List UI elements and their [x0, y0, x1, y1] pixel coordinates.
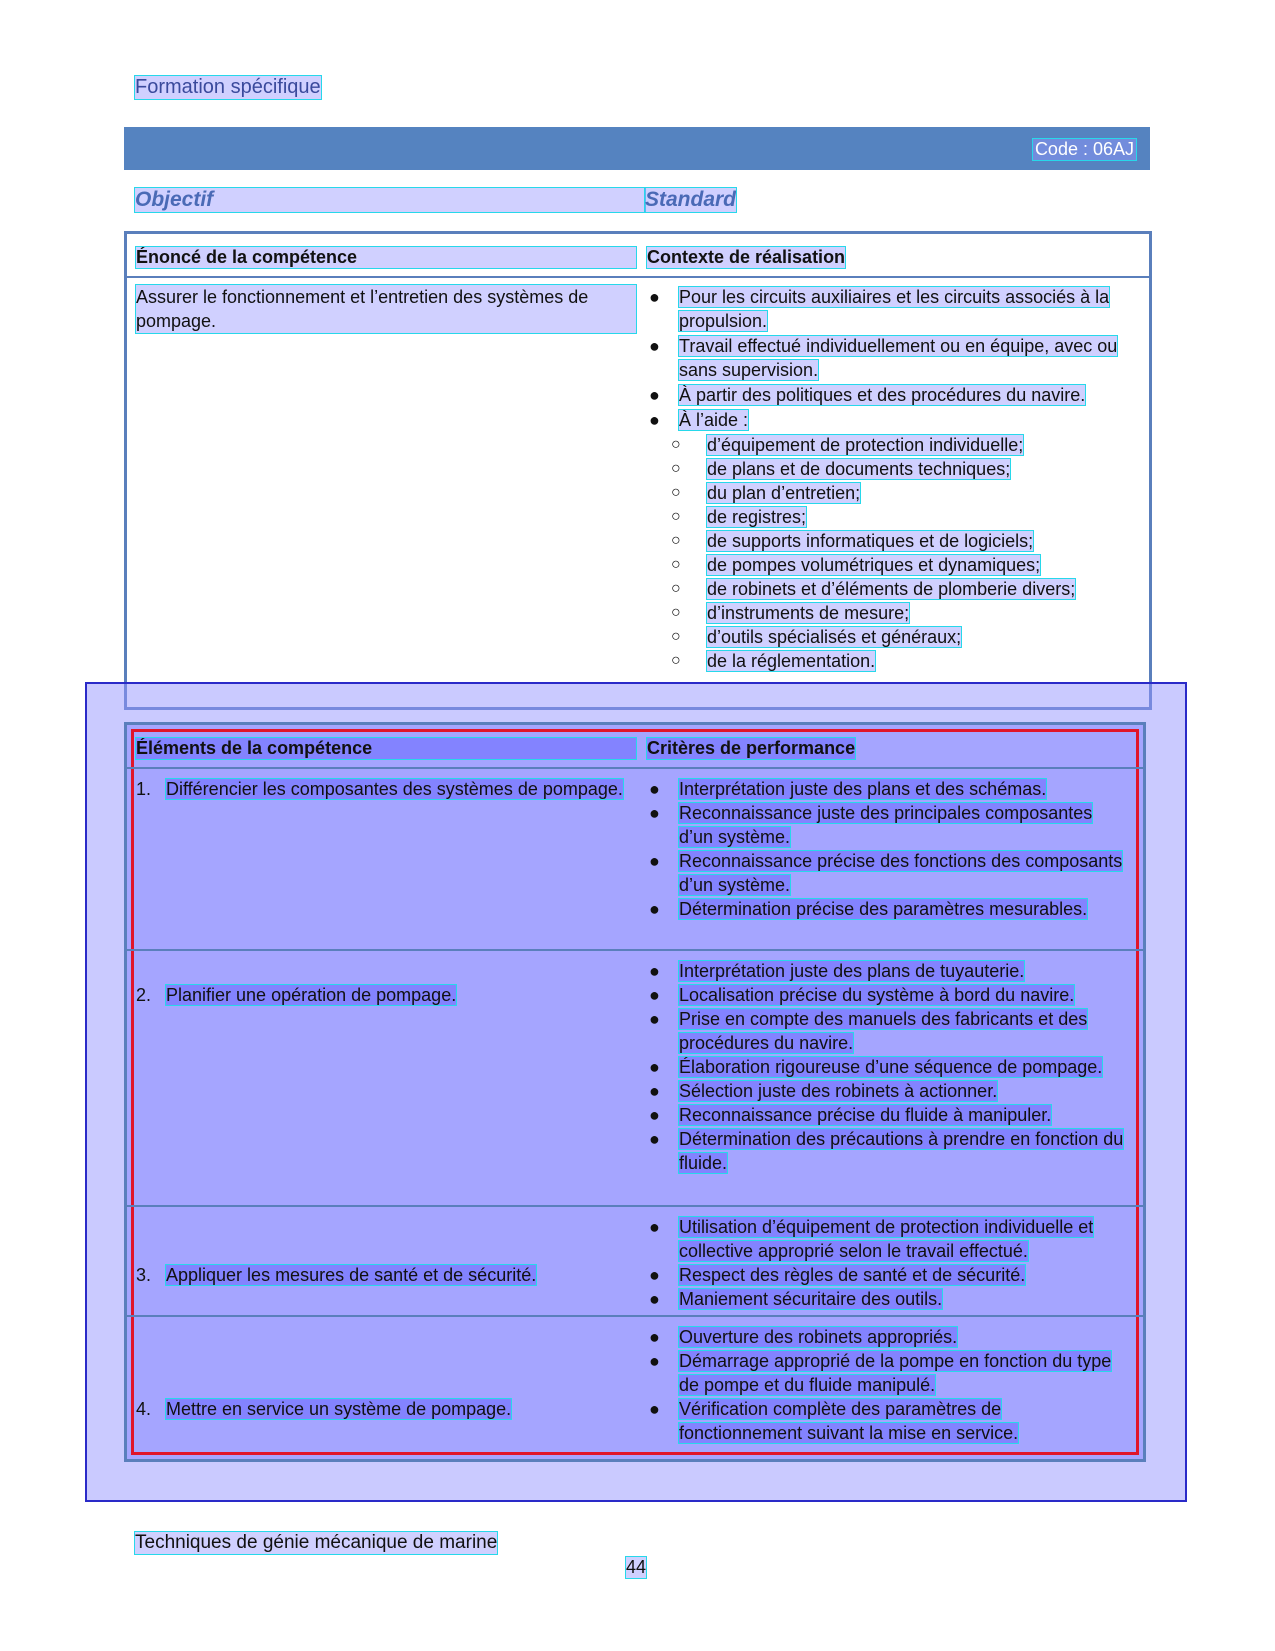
- aide-item: ○ d’instruments de mesure;: [671, 603, 910, 623]
- bullet-icon: ●: [649, 1351, 660, 1371]
- circle-bullet-icon: ○: [671, 556, 681, 573]
- bullet-icon: ●: [649, 1327, 660, 1347]
- criteria-item: ● Reconnaissance précise du fluide à manipuler.: [649, 1105, 1052, 1125]
- criteria-item: ● Détermination précise des paramètres mesurables.: [649, 899, 1088, 919]
- criteria-list-1: [647, 777, 1125, 921]
- bullet-icon: ●: [649, 1081, 660, 1101]
- table1-col-left-header: Énoncé de la compétence: [136, 247, 636, 268]
- criteria-item: ● Vérification complète des paramètres de fonctionnement suivant la mise en service.: [649, 1399, 1019, 1443]
- criteria-item: ● Utilisation d’équipement de protection individuelle et collective approprié selon le travail effectué.: [649, 1217, 1094, 1261]
- bullet-icon: ●: [649, 385, 660, 405]
- bullet-icon: ●: [649, 961, 660, 981]
- element-number: 3.: [136, 1265, 152, 1285]
- bullet-icon: ●: [649, 851, 660, 871]
- aide-item: ○ de pompes volumétriques et dynamiques;: [671, 555, 1041, 575]
- bullet-icon: ●: [649, 1217, 660, 1237]
- table2-col-left-header: Éléments de la compétence: [136, 738, 636, 759]
- row-divider: [127, 1205, 1143, 1207]
- bullet-icon: ●: [649, 779, 660, 799]
- circle-bullet-icon: ○: [671, 604, 681, 621]
- bullet-icon: ●: [649, 899, 660, 919]
- element-text: Différencier les composantes des systèmes de pompage.: [166, 779, 623, 799]
- criteria-list-4: [647, 1325, 1125, 1445]
- criteria-item: ● Maniement sécuritaire des outils.: [649, 1289, 943, 1309]
- aide-item: ○ de supports informatiques et de logiciels;: [671, 531, 1034, 551]
- circle-bullet-icon: ○: [671, 436, 681, 453]
- criteria-list-2: [647, 959, 1125, 1175]
- context-item: ● À l’aide :: [649, 410, 749, 430]
- criteria-item: ● Localisation précise du système à bord du navire.: [649, 985, 1075, 1005]
- circle-bullet-icon: ○: [671, 508, 681, 525]
- program-title: Techniques de génie mécanique de marine: [135, 1532, 498, 1553]
- element-number: 1.: [136, 779, 152, 799]
- bullet-icon: ●: [649, 410, 660, 430]
- bullet-icon: ●: [649, 1105, 660, 1125]
- section-title: Formation spécifique: [135, 76, 321, 98]
- element-row-1: [136, 777, 666, 801]
- context-item: ● Travail effectué individuellement ou en équipe, avec ou sans supervision.: [649, 336, 1118, 380]
- context-list: [647, 285, 1125, 673]
- competency-statement: Assurer le fonctionnement et l’entretien des systèmes de pompage.: [136, 285, 636, 333]
- circle-bullet-icon: ○: [671, 460, 681, 477]
- criteria-item: ● Élaboration rigoureuse d’une séquence de pompage.: [649, 1057, 1103, 1077]
- circle-bullet-icon: ○: [671, 532, 681, 549]
- criteria-item: ● Sélection juste des robinets à actionner.: [649, 1081, 998, 1101]
- criteria-item: ● Ouverture des robinets appropriés.: [649, 1327, 958, 1347]
- code-bar: [124, 127, 1150, 170]
- bullet-icon: ●: [649, 1399, 660, 1419]
- element-text: Appliquer les mesures de santé et de sécurité.: [166, 1265, 537, 1285]
- bullet-icon: ●: [649, 803, 660, 823]
- row-divider: [127, 767, 1143, 769]
- aide-item: ○ de robinets et d’éléments de plomberie divers;: [671, 579, 1076, 599]
- performance-criteria-table: [124, 722, 1146, 1462]
- page-number: 44: [626, 1557, 647, 1577]
- competency-statement-table: [124, 231, 1152, 710]
- element-number: 4.: [136, 1399, 152, 1419]
- element-row-3: [136, 1263, 666, 1287]
- context-item: ● À partir des politiques et des procédures du navire.: [649, 385, 1086, 405]
- criteria-item: ● Reconnaissance juste des principales composantes d’un système.: [649, 803, 1093, 847]
- element-row-2: [136, 983, 666, 1007]
- bullet-icon: ●: [649, 1057, 660, 1077]
- circle-bullet-icon: ○: [671, 652, 681, 669]
- criteria-item: ● Détermination des précautions à prendre en fonction du fluide.: [649, 1129, 1124, 1173]
- table2-col-right-header: Critères de performance: [647, 738, 856, 758]
- circle-bullet-icon: ○: [671, 484, 681, 501]
- criteria-item: ● Prise en compte des manuels des fabricants et des procédures du navire.: [649, 1009, 1088, 1053]
- table1-col-right-header: Contexte de réalisation: [647, 247, 846, 267]
- bullet-icon: ●: [649, 985, 660, 1005]
- row-divider: [127, 949, 1143, 951]
- criteria-item: ● Interprétation juste des plans de tuyauterie.: [649, 961, 1025, 981]
- aide-item: ○ du plan d’entretien;: [671, 483, 861, 503]
- criteria-item: ● Démarrage approprié de la pompe en fonction du type de pompe et du fluide manipulé.: [649, 1351, 1112, 1395]
- element-text: Planifier une opération de pompage.: [166, 985, 457, 1005]
- aide-item: ○ de registres;: [671, 507, 807, 527]
- table1-header: [127, 234, 1149, 278]
- criteria-item: ● Interprétation juste des plans et des schémas.: [649, 779, 1047, 799]
- circle-bullet-icon: ○: [671, 580, 681, 597]
- aide-item: ○ de plans et de documents techniques;: [671, 459, 1011, 479]
- circle-bullet-icon: ○: [671, 628, 681, 645]
- bullet-icon: ●: [649, 287, 660, 307]
- criteria-item: ● Reconnaissance précise des fonctions des composants d’un système.: [649, 851, 1123, 895]
- element-number: 2.: [136, 985, 152, 1005]
- bullet-icon: ●: [649, 336, 660, 356]
- bullet-icon: ●: [649, 1265, 660, 1285]
- element-text: Mettre en service un système de pompage.: [166, 1399, 512, 1419]
- element-row-4: [136, 1397, 666, 1421]
- bullet-icon: ●: [649, 1009, 660, 1029]
- competency-code: Code : 06AJ: [1034, 139, 1134, 159]
- bullet-icon: ●: [649, 1129, 660, 1149]
- standard-label: Standard: [645, 188, 737, 211]
- criteria-item: ● Respect des règles de santé et de sécurité.: [649, 1265, 1026, 1285]
- aide-item: ○ d’équipement de protection individuelle;: [671, 435, 1024, 455]
- context-item: ● Pour les circuits auxiliaires et les circuits associés à la propulsion.: [649, 287, 1110, 331]
- criteria-list-3: [647, 1215, 1125, 1311]
- row-divider: [127, 1315, 1143, 1317]
- aide-item: ○ de la réglementation.: [671, 651, 876, 671]
- objectif-label: Objectif: [135, 188, 645, 212]
- bullet-icon: ●: [649, 1289, 660, 1309]
- aide-item: ○ d’outils spécialisés et généraux;: [671, 627, 962, 647]
